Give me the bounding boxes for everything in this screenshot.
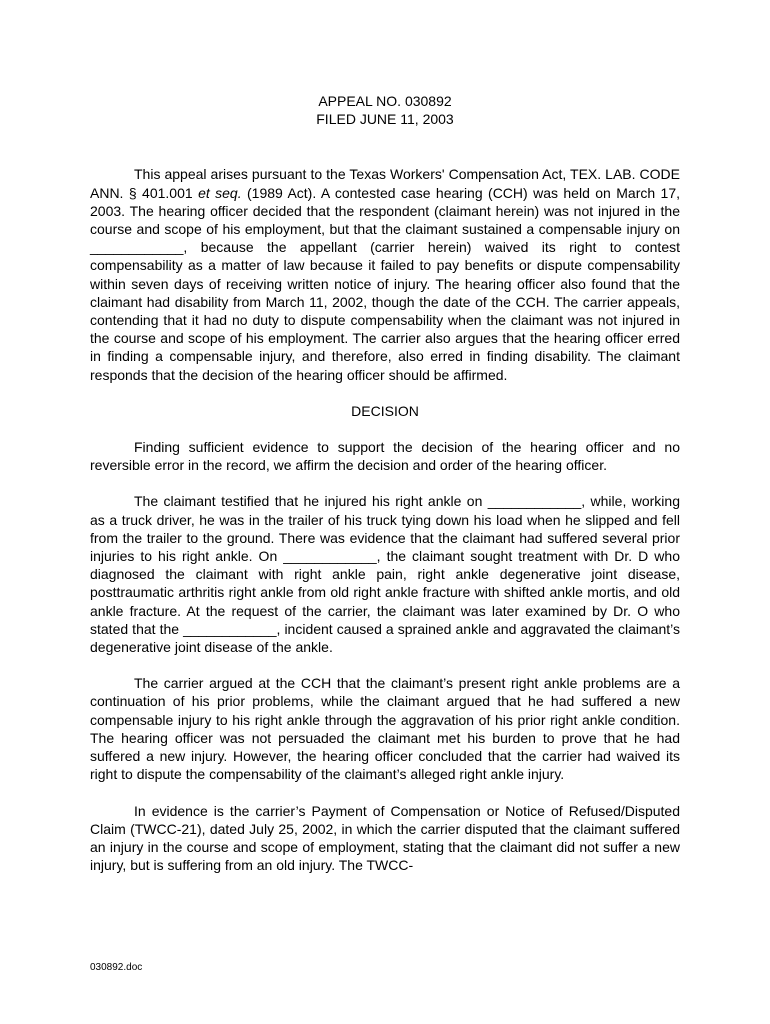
document-header [90,92,680,128]
decision-paragraph: Finding sufficient evidence to support the decision of the hearing officer and no reversible error in the record, we affirm the decision and order of the hearing officer. [90,439,680,474]
testimony-paragraph: The claimant testified that he injured his right ankle on ____________, while, working as a truck driver, he was in the trailer of his truck tying down his load when he slipped and fell from the trailer to the ground. There was evidence that the claimant had suffered several prior injuries to his right ankle. On ____________, the claimant sought treatment with Dr. D who diagnosed the claimant with right ankle pain, right ankle degenerative joint disease, posttraumatic arthritis right ankle from old right ankle fracture with shifted ankle mortis, and old ankle fracture. At the request of the carrier, the claimant was later examined by Dr. O who stated that the ____________, incident caused a sprained ankle and aggravated the claimant’s degenerative joint disease of the ankle. [90,493,680,656]
intro-italic-text: et seq. [198,184,242,201]
intro-paragraph [90,165,680,383]
document-page [90,92,680,874]
argument-paragraph: The carrier argued at the CCH that the claimant’s present right ankle problems are a continuation of his prior problems, while the claimant argued that he had suffered a new compensable injury to his right ankle through the aggravation of his prior right ankle condition. The hearing officer was not persuaded the claimant met his burden to prove that he had suffered a new injury. However, the hearing officer concluded that the carrier had waived its right to dispute the compensability of the claimant’s alleged right ankle injury. [90,675,680,783]
appeal-number: APPEAL NO. 030892 [318,93,452,109]
evidence-paragraph: In evidence is the carrier’s Payment of Compensation or Notice of Refused/Disputed Claim (TWCC-21), dated July 25, 2002, in which the carrier disputed that the claimant suffered an injury in the course and scope of employment, stating that the claimant did not suffer a new injury, but is suffering from an old injury. The TWCC- [90,802,680,874]
intro-text-part1: This appeal arises pursuant to the Texas Workers' Compensation Act, TEX. LAB. CODE ANN. § 401.001 [90,166,680,201]
intro-text-part2: (1989 Act). A contested case hearing (CCH) was held on March 17, 2003. The hearing officer decided that the respondent (claimant herein) was not injured in the course and scope of his employment, but that the claimant sustained a compensable injury on ____________, because the appellant (carrier herein) waived its right to contest compensability as a matter of law because it failed to pay benefits or dispute compensability within seven days of receiving written notice of injury. The hearing officer also found that the claimant had disability from March 11, 2002, though the date of the CCH. The carrier appeals, contending that it had no duty to dispute compensability when the claimant was not injured in the course and scope of his employment. The carrier also argues that the hearing officer erred in finding a compensable injury, and therefore, also erred in finding disability. The claimant responds that the decision of the hearing officer should be affirmed. [90,184,681,383]
footer-filename: 030892.doc [90,962,143,973]
decision-heading: DECISION [351,402,419,419]
filed-date: FILED JUNE 11, 2003 [316,111,454,128]
